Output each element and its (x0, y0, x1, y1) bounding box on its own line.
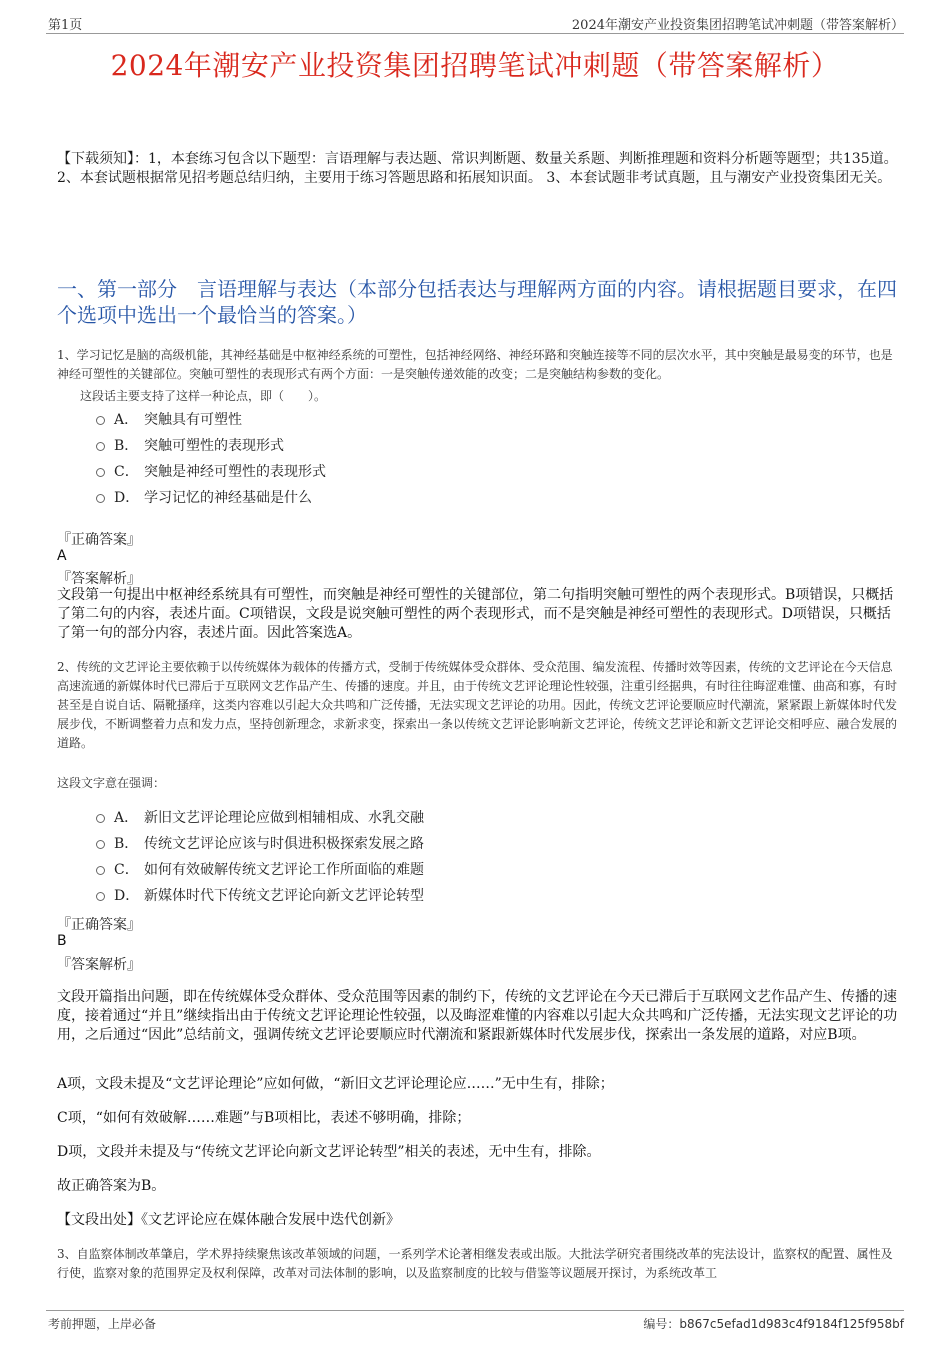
radio-icon[interactable] (96, 468, 105, 477)
code-label: 编号： (643, 1317, 680, 1331)
option-letter: B． (114, 438, 139, 454)
option-letter: C． (114, 862, 139, 878)
code-value: b867c5efad1d983c4f9184f125f958bf (679, 1317, 904, 1331)
radio-icon[interactable] (96, 814, 105, 823)
header-divider (46, 33, 904, 34)
q1-option-a[interactable] (96, 408, 242, 430)
section-title: 一、第一部分 言语理解与表达（本部分包括表达与理解两方面的内容。请根据题目要求，在四个选项中选出一个最恰当的答案。） (57, 277, 897, 327)
q2-option-c[interactable] (96, 858, 424, 880)
q1-answer-label: 『正确答案』 (57, 532, 141, 548)
q1-analysis: 文段第一句提出中枢神经系统具有可塑性，而突触是神经可塑性的关键部位，第二句指明突触可塑性的两个表现形式。B项错误，只概括了第二句的内容，表述片面。C项错误，文段是说突触可塑性的两个表现形式，而不是突触是神经可塑性的表现形式。D项错误，只概括了第一句的部分内容，表述片面。因此答案选A。 (57, 587, 894, 641)
radio-icon[interactable] (96, 442, 105, 451)
option-letter: C． (114, 464, 139, 480)
q1-stem: 1、学习记忆是脑的高级机能，其神经基础是中枢神经系统的可塑性，包括神经网络、神经环路和突触连接等不同的层次水平，其中突触是最易变的环节，也是神经可塑性的关键部位。突触可塑性的表现形式有两个方面：一是突触传递效能的改变；二是突触结构参数的变化。 (57, 348, 893, 381)
option-letter: A． (114, 412, 139, 428)
q1-prompt: 这段话主要支持了这样一种论点，即（ ）。 (80, 389, 327, 403)
q2-note-d: D项，文段并未提及与“传统文艺评论向新文艺评论转型”相关的表述，无中生有，排除。 (57, 1144, 601, 1160)
header-doc-title: 2024年潮安产业投资集团招聘笔试冲刺题（带答案解析） (571, 18, 904, 33)
q3-stem: 3、自监察体制改革肇启，学术界持续聚焦该改革领域的问题，一系列学术论著相继发表或出版。大批法学研究者围绕改革的宪法设计，监察权的配置、属性及行使，监察对象的范围界定及权利保障，改革对司法体制的影响，以及监察制度的比较与借鉴等议题展开探讨，为系统改革工 (57, 1247, 893, 1280)
q2-note-c: C项，“如何有效破解……难题”与B项相比，表述不够明确，排除； (57, 1110, 471, 1126)
q2-answer-label: 『正确答案』 (57, 917, 141, 933)
q2-answer: B (57, 933, 67, 949)
q1-option-b[interactable] (96, 434, 284, 456)
q1-option-d[interactable] (96, 486, 312, 508)
option-text: 如何有效破解传统文艺评论工作所面临的难题 (144, 862, 424, 878)
radio-icon[interactable] (96, 494, 105, 503)
radio-icon[interactable] (96, 840, 105, 849)
q2-analysis-label: 『答案解析』 (57, 957, 141, 973)
q2-prompt: 这段文字意在强调： (57, 776, 166, 790)
option-text: 突触具有可塑性 (144, 412, 242, 428)
radio-icon[interactable] (96, 416, 105, 425)
q1-option-c[interactable] (96, 460, 326, 482)
q2-option-d[interactable] (96, 884, 424, 906)
q1-answer: A (57, 548, 67, 564)
q1-analysis-label: 『答案解析』 (57, 571, 141, 587)
q2-analysis: 文段开篇指出问题，即在传统媒体受众群体、受众范围等因素的制约下，传统的文艺评论在今天已滞后于互联网文艺作品产生、传播的速度，接着通过“并且”继续指出由于传统文艺评论理论性较强，以及晦涩难懂的内容难以引起大众共鸣和广泛传播，无法实现文艺评论的功用，之后通过“因此”总结前文，强调传统文艺评论要顺应时代潮流和紧跟新媒体时代发展步伐，探索出一条发展的道路，对应B项。 (57, 989, 898, 1043)
download-notice: 【下载须知】：1，本套练习包含以下题型：言语理解与表达题、常识判断题、数量关系题、判断推理题和资料分析题等题型；共135道。 2、本套试题根据常见招考题总结归纳，主要用于练习答题思路和拓展知识面。 3、本套试题非考试真题，且与潮安产业投资集团无关。 (57, 151, 898, 186)
document-title: 2024年潮安产业投资集团招聘笔试冲刺题（带答案解析） (110, 49, 840, 82)
q2-conclusion: 故正确答案为B。 (57, 1178, 166, 1194)
option-text: 学习记忆的神经基础是什么 (144, 490, 312, 506)
q2-stem: 2、传统的文艺评论主要依赖于以传统媒体为载体的传播方式，受制于传统媒体受众群体、受众范围、编发流程、传播时效等因素，传统的文艺评论在今天信息高速流通的新媒体时代已滞后于互联网文艺作品产生、传播的速度。并且，由于传统文艺评论理论性较强，注重引经据典，有时往往晦涩难懂、曲高和寡，有时甚至是自说自话、隔靴搔痒，这类内容难以引起大众共鸣和广泛传播，无法实现文艺评论的功用。因此，传统文艺评论要顺应时代潮流，紧紧跟上新媒体时代发展步伐，不断调整着力点和发力点，坚持创新理念，求新求变，探索出一条以传统文艺评论影响新文艺评论，传统文艺评论和新文艺评论交相呼应、融合发展的道路。 (57, 660, 898, 750)
q2-option-b[interactable] (96, 832, 424, 854)
q2-option-a[interactable] (96, 806, 424, 828)
footer-slogan: 考前押题，上岸必备 (48, 1317, 157, 1331)
page-number: 第1页 (48, 18, 83, 33)
option-letter: B． (114, 836, 139, 852)
option-text: 突触可塑性的表现形式 (144, 438, 284, 454)
option-text: 传统文艺评论应该与时俱进积极探索发展之路 (144, 836, 424, 852)
radio-icon[interactable] (96, 892, 105, 901)
document-code (643, 1315, 904, 1332)
footer-divider (46, 1310, 904, 1311)
q2-note-a: A项，文段未提及“文艺评论理论”应如何做，“新旧文艺评论理论应……”无中生有，排除； (57, 1076, 614, 1092)
option-letter: D． (114, 888, 140, 904)
radio-icon[interactable] (96, 866, 105, 875)
q2-source: 【文段出处】《文艺评论应在媒体融合发展中迭代创新》 (57, 1212, 400, 1228)
option-letter: A． (114, 810, 139, 826)
option-text: 突触是神经可塑性的表现形式 (144, 464, 326, 480)
option-text: 新媒体时代下传统文艺评论向新文艺评论转型 (144, 888, 424, 904)
option-text: 新旧文艺评论理论应做到相辅相成、水乳交融 (144, 810, 424, 826)
option-letter: D． (114, 490, 140, 506)
